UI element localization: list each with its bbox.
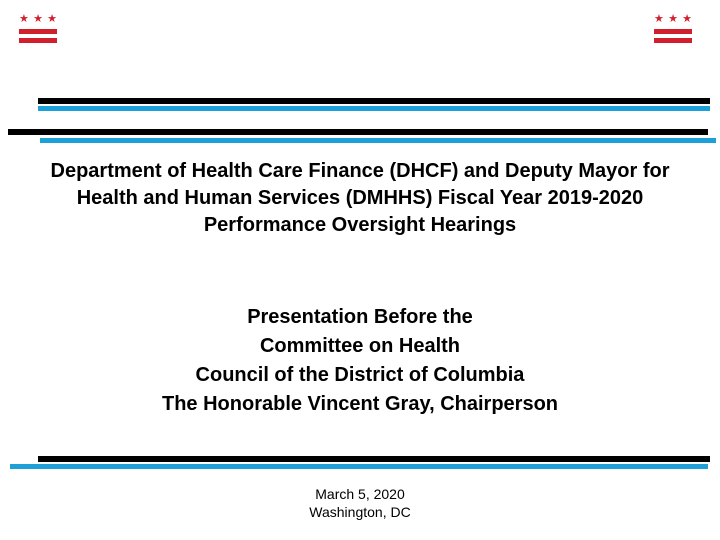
star-icon: ★ [33, 13, 43, 25]
star-icon: ★ [682, 13, 692, 25]
presentation-line: Council of the District of Columbia [195, 364, 525, 386]
presentation-date: March 5, 2020 [315, 486, 405, 502]
page-title: Department of Health Care Finance (DHCF) and Deputy Mayor for Health and Human Services (DMHHS) Fiscal Year 2019-2020 Performance Oversight Hearings [50, 160, 670, 236]
star-icon: ★ [654, 13, 664, 25]
star-icon: ★ [19, 13, 29, 25]
dc-flag-right-icon [654, 14, 692, 46]
flag-stars [654, 14, 692, 25]
top-rule-blue-1 [38, 106, 710, 111]
footer [240, 485, 480, 521]
top-rule-black-1 [38, 98, 710, 104]
flag-stripe [654, 29, 692, 34]
flag-stripe [19, 29, 57, 34]
presentation-location: Washington, DC [309, 504, 411, 520]
bottom-rule-black [38, 456, 710, 462]
star-icon: ★ [47, 13, 57, 25]
bottom-rule-blue [10, 464, 708, 469]
flag-stripe [19, 38, 57, 43]
presentation-line: Presentation Before the [247, 306, 473, 328]
top-rule-blue-2 [40, 138, 716, 143]
star-icon: ★ [668, 13, 678, 25]
presentation-block [30, 303, 690, 419]
top-rule-black-2 [8, 129, 708, 135]
presentation-line: Committee on Health [259, 335, 461, 357]
flag-stripe [654, 38, 692, 43]
dc-flag-left-icon [19, 14, 57, 46]
presentation-line: The Honorable Vincent Gray, Chairperson [161, 393, 558, 415]
flag-stars [19, 14, 57, 25]
